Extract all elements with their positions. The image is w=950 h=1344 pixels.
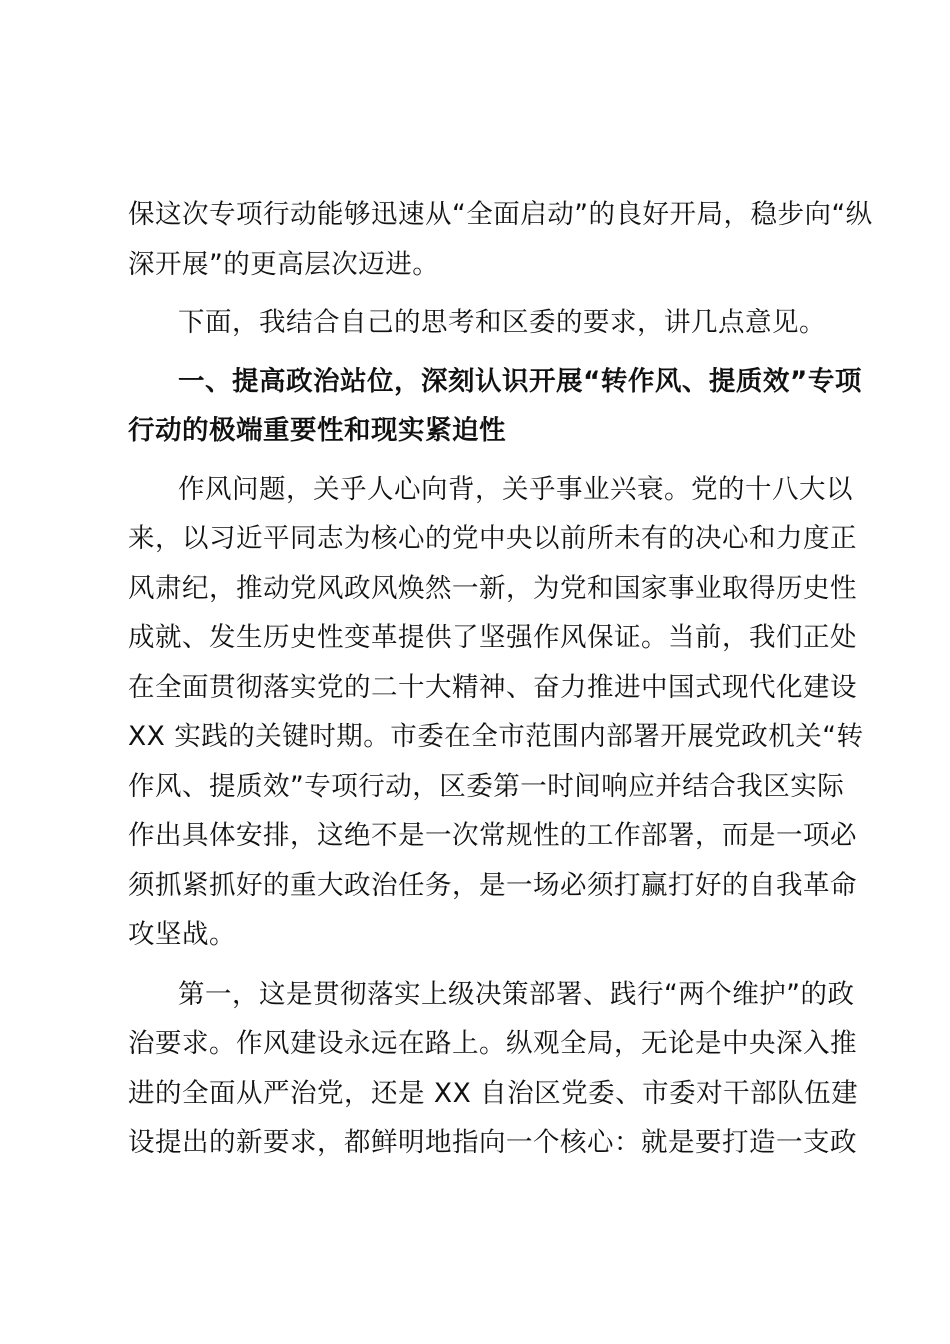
text-line: 进的全面从严治党，还是 XX 自治区党委、市委对干部队伍建 [128,1077,859,1109]
paragraph-continuation [128,190,873,289]
paragraph-body [128,465,864,960]
text-line: 须抓紧抓好的重大政治任务，是一场必须打赢打好的自我革命 [128,869,857,901]
text-line: 来，以习近平同志为核心的党中央以前所未有的决心和力度正 [128,523,857,554]
text-line: 深开展”的更高层次迈进。 [128,248,440,280]
text-line: 保这次专项行动能够迅速从“全面启动”的良好开局，稳步向“纵 [128,199,873,230]
text-line: 风肃纪，推动党风政风焕然一新，为党和国家事业取得历史性 [128,572,857,604]
heading-line: 行动的极端重要性和现实紧迫性 [128,415,506,446]
text-line: 下面，我结合自己的思考和区委的要求，讲几点意见。 [178,307,826,338]
section-heading [128,357,862,456]
paragraph-intro [128,298,826,348]
text-line: 攻坚战。 [128,919,236,950]
document-body [128,190,873,1168]
text-line: 作风问题，关乎人心向背，关乎事业兴衰。党的十八大以 [178,473,853,505]
text-line: 治要求。作风建设永远在路上。纵观全局，无论是中央深入推 [128,1028,857,1059]
paragraph-first-point [128,970,859,1168]
text-line: XX 实践的关键时期。市委在全市范围内部署开展党政机关“转 [128,721,864,752]
text-line: 在全面贯彻落实党的二十大精神、奋力推进中国式现代化建设 [128,671,857,703]
heading-line: 一、提高政治站位，深刻认识开展“转作风、提质效”专项 [178,365,862,397]
text-line: 第一，这是贯彻落实上级决策部署、践行“两个维护”的政 [178,978,855,1010]
text-line: 成就、发生历史性变革提供了坚强作风保证。当前，我们正处 [128,622,857,653]
text-line: 设提出的新要求，都鲜明地指向一个核心：就是要打造一支政 [128,1127,857,1158]
text-line: 作风、提质效”专项行动，区委第一时间响应并结合我区实际 [128,770,845,802]
text-line: 作出具体安排，这绝不是一次常规性的工作部署，而是一项必 [128,820,857,851]
